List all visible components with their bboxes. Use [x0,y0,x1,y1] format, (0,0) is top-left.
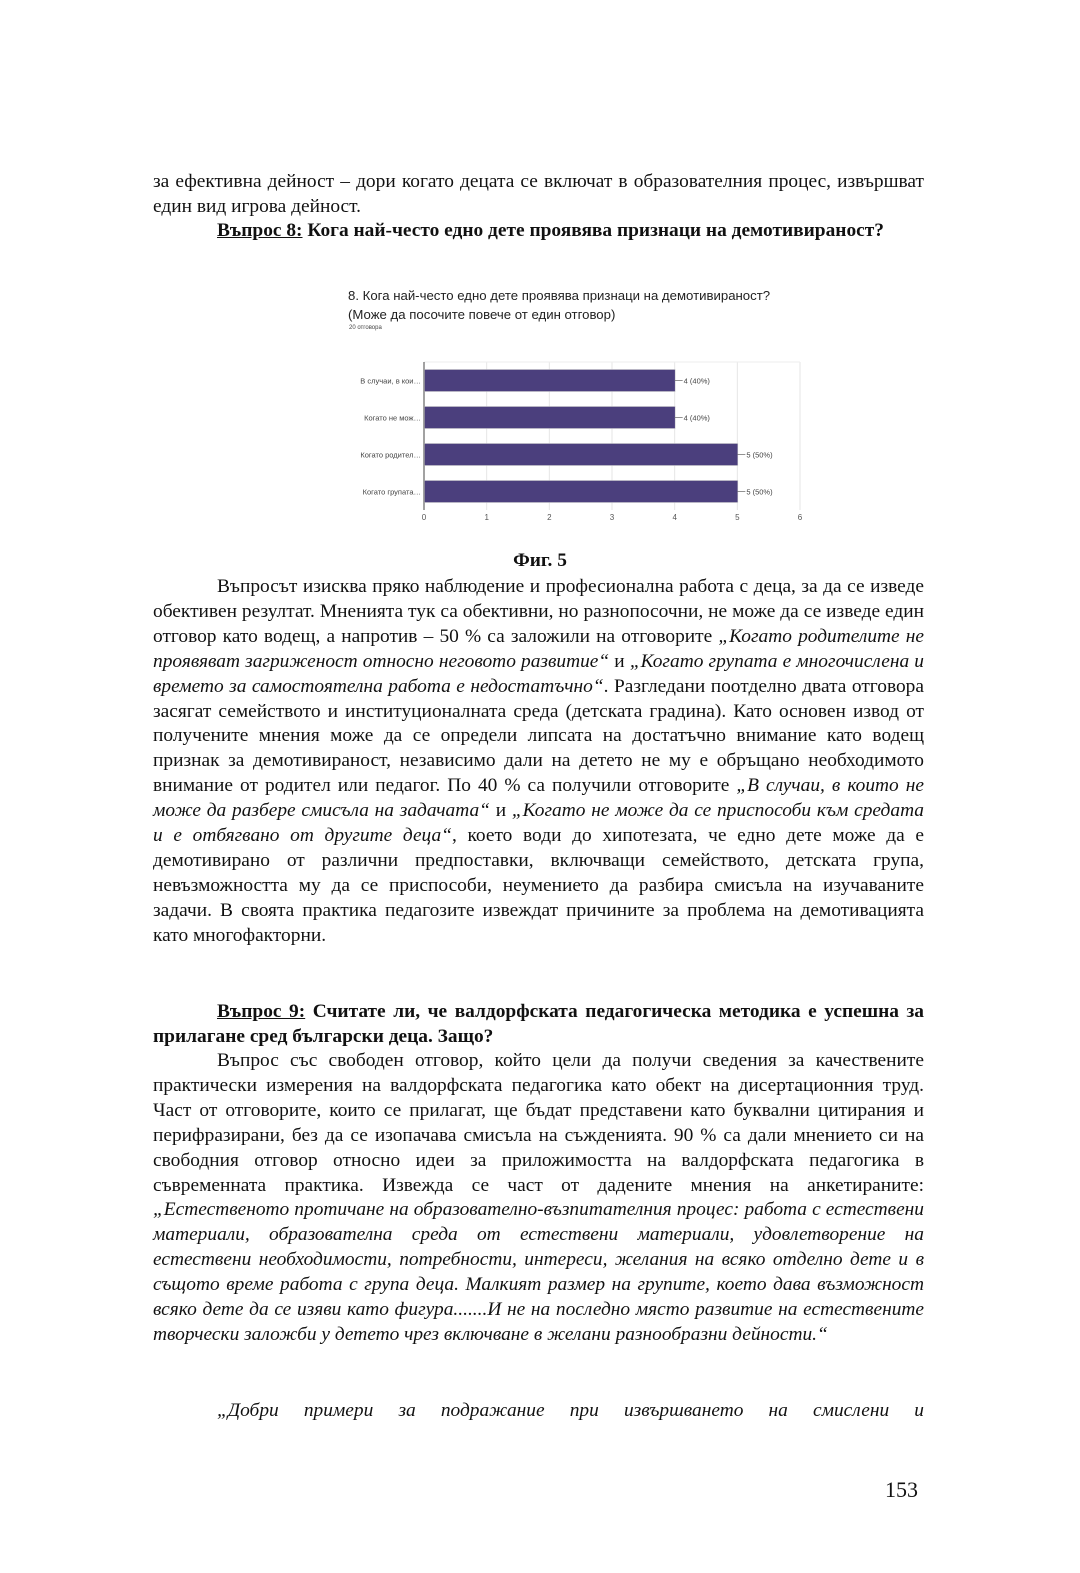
paragraph-analysis-q8 [153,575,924,949]
question-8-heading [153,219,924,244]
data-label: 5 (50%) [746,487,773,497]
category-label: Когато групата… [362,487,421,497]
bar [425,444,738,466]
question-9-label: Въпрос 9: [217,1001,306,1022]
quote-answer-adapt: „Когато не може да се приспособи към средата и е отбягвано от другите деца“ [153,800,924,847]
chart-title: 8. Кога най-често едно дете проявява признаци на демотивираност? (Може да посочите повече от един отговор) [348,288,771,322]
quote-respondent: „Естественото протичане на образователно-възпитателния процес: работа с естествени материали, образователна среда от естествени материали, удовлетворение на естествени необходимости, потребности, интереси, желания на всяко отделно дете и в същото време работа с група деца. Малкият размер на групите, което дава възможност всяко дете да се изяви като фигура.......И не на последно място развитие на естествените творчески заложби у детето чрез включване в желани разнообразни дейности.“ [153,1199,924,1345]
paragraph-quote-continued [153,1399,924,1424]
data-label: 4 (40%) [683,413,710,423]
question-8-label: Въпрос 8: [217,220,303,241]
category-label: Когато не мож… [364,413,421,423]
category-label: В случаи, в кои… [360,376,421,386]
x-tick-label: 3 [609,513,615,522]
quote-answer-group: „Когато групата е многочислена и времето за самостоятелна работа е недостатъчно“ [153,650,924,697]
text-segment: и [609,650,630,672]
text-segment: и [489,800,512,822]
x-tick-label: 1 [484,513,489,522]
x-tick-label: 4 [672,513,677,522]
quote-text: „Добри примери за подражание при извършването на смислени и [217,1400,924,1421]
text-segment: Въпросът изисква пряко наблюдение и професионална работа с деца, за да се изведе обективен резултат. Мненията тук са обективни, но разнопосочни, не може да се изведе един отговор като водещ, а напротив – 50 % са заложили на отговорите [153,576,924,647]
quote-answer-meaning: „В случаи, в които не може да разбере смисъла на задачата“ [153,775,924,822]
quote-answer-parents: „Когато родителите не проявяват загриженост относно неговото развитие“ [153,625,924,672]
text-segment: , което води до хипотезата, че едно дете може да е демотивирано от различни предпоставки, включващи семейството, детската група, невъзможността му да се приспособи, неумението да разбира смисъла на изучаваните задачи. В своята практика педагозите извеждат причините за проблема на демотивацията като многофакторни. [153,825,924,946]
intro-paragraph [153,170,924,220]
page-number: 153 [885,1477,918,1502]
bar [425,481,738,503]
data-label: 4 (40%) [683,376,710,386]
question-9-heading [153,1000,924,1050]
survey-bar-chart [340,282,810,527]
question-9-text: Считате ли, че валдорфската педагогическа методика е успешна за прилагане сред български деца. Защо? [153,1001,924,1047]
paragraph-analysis-q9 [153,1049,924,1348]
x-tick-label: 6 [797,513,803,522]
bar [425,370,676,392]
figure-caption: Фиг. 5 [513,550,567,571]
chart-subtitle: 20 отговора [349,325,382,331]
x-tick-label: 5 [735,513,740,522]
text-segment: Въпрос със свободен отговор, който цели да получи сведения за качествените практически измерения на валдорфската педагогика като обект на дисертационния труд. Част от отговорите, които се прилагат, ще бъдат представени като буквални цитирания и перифразирани, без да се изопачава смисъла на съжденията. 90 % са дали мнението си на свободния отговор относно идеи за приложимостта на валдорфската педагогика в съвременната практика. Извежда се част от дадените мнения на анкетираните: [153,1050,924,1196]
data-label: 5 (50%) [746,450,773,460]
category-label: Когато родител… [360,450,421,460]
question-8-text: Кога най-често едно дете проявява признаци на демотивираност? [302,220,884,241]
text-segment: . Разгледани поотделно двата отговора засягат семейството и институционалната среда (детската градина). Като основен извод от получените мнения може да се определи липсата на достатъчно внимание като водещ признак за демотивираност, независимо дали на детето не му е обръщано необходимото внимание от родител или педагог. По 40 % са получили отговорите [153,675,924,797]
chart-plot [340,282,810,527]
bar [425,407,676,429]
intro-text: за ефективна дейност – дори когато децата се включат в образователния процес, извършват един вид игрова дейност. [153,171,924,217]
x-tick-label: 0 [421,513,427,522]
x-tick-label: 2 [547,513,552,522]
